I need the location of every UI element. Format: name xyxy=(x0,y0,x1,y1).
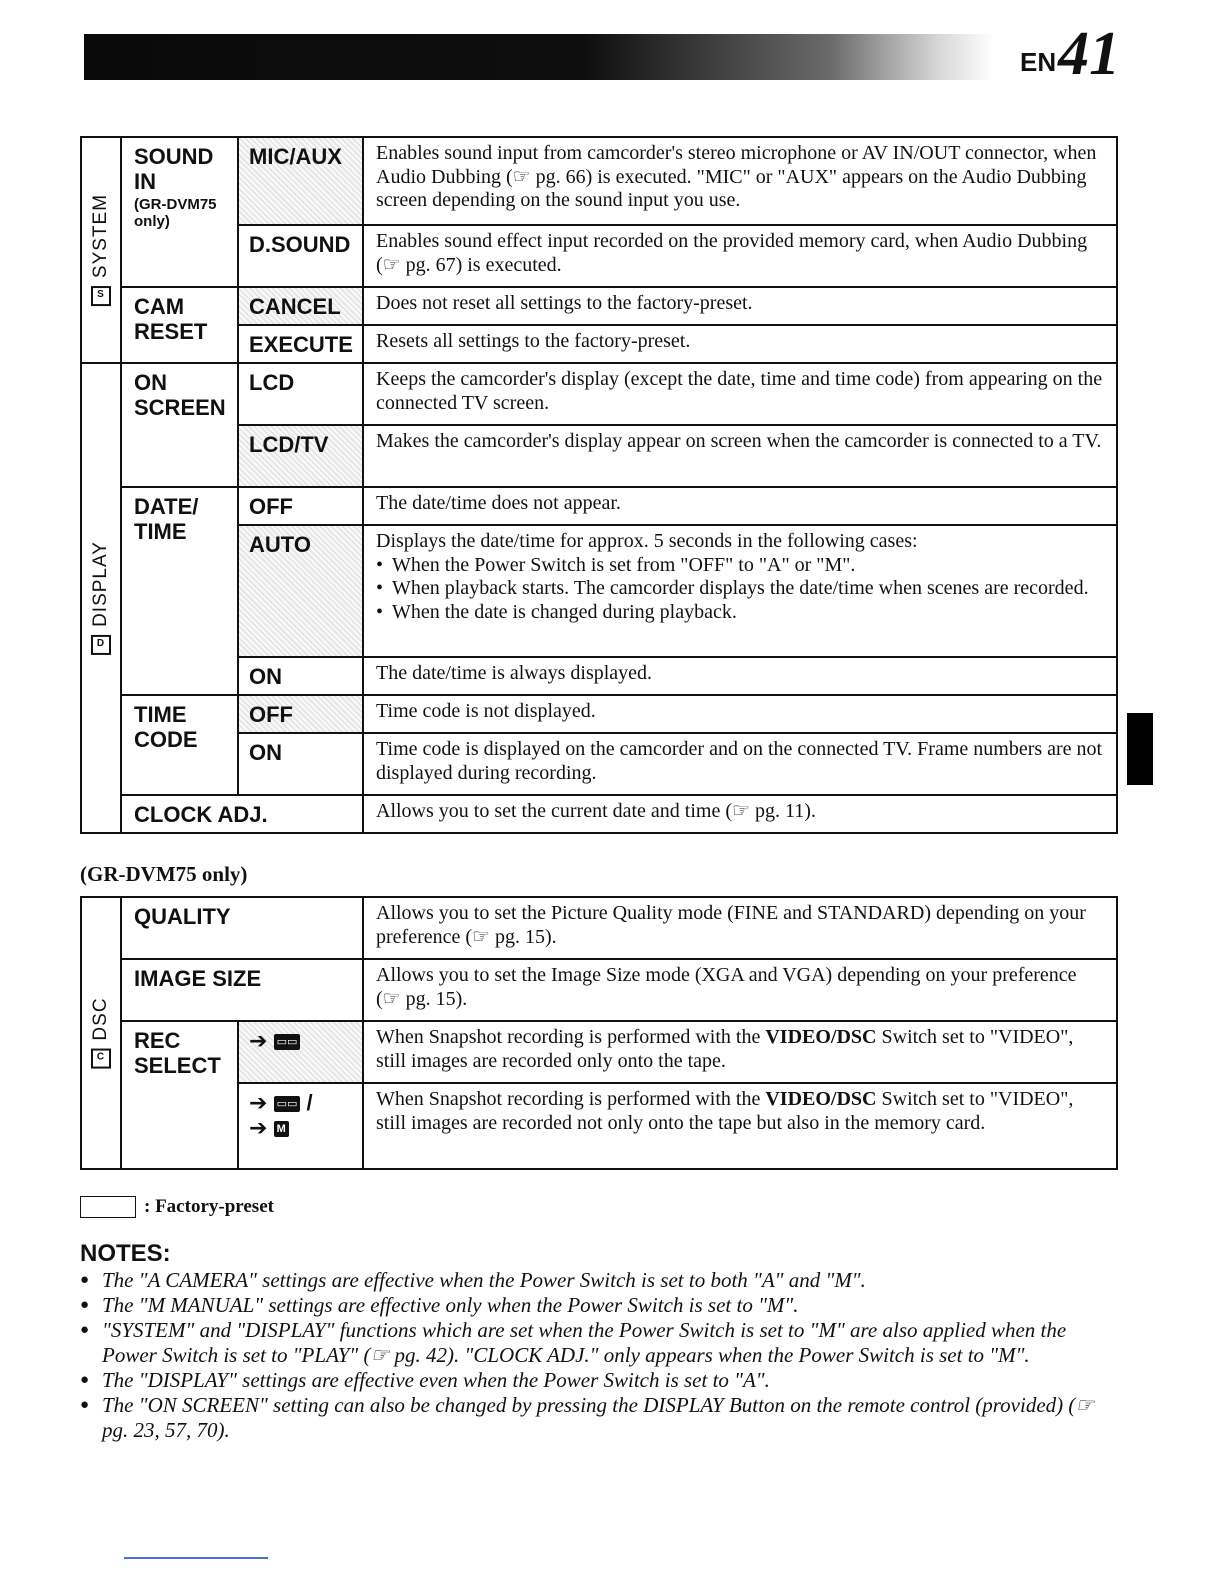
description: Keeps the camcorder's display (except the date, time and time code) from appearing on the connected TV screen. xyxy=(363,363,1117,425)
section-thumb-tab xyxy=(1127,713,1153,785)
option-on: ON xyxy=(238,733,363,795)
tape-icon: ▭▭ xyxy=(274,1096,301,1112)
cam-reset-item: CAM RESET xyxy=(121,287,238,363)
date-time-item: DATE/ TIME xyxy=(121,487,238,695)
list-item: ● The "M MANUAL" settings are effective only when the Power Switch is set to "M". xyxy=(80,1293,1120,1318)
description: Does not reset all settings to the factory-preset. xyxy=(363,287,1117,325)
system-display-table xyxy=(80,136,1118,834)
table-row xyxy=(81,795,1117,833)
description: Resets all settings to the factory-preset. xyxy=(363,325,1117,363)
description: Enables sound input from camcorder's stereo microphone or AV IN/OUT connector, when Audio Dubbing (☞ pg. 66) is executed. "MIC" or "AUX" appears on the Audio Dubbing screen depending on the sound input you use. xyxy=(363,137,1117,225)
clock-adj-item: CLOCK ADJ. xyxy=(121,795,363,833)
dsc-icon: C xyxy=(91,1049,111,1069)
tape-icon: ▭▭ xyxy=(274,1034,301,1050)
description: When Snapshot recording is performed with the VIDEO/DSC Switch set to "VIDEO", still images are recorded only onto the tape. xyxy=(363,1021,1117,1083)
description: Displays the date/time for approx. 5 seconds in the following cases: • When the Power Switch is set from "OFF" to "A" or "M". • When playback starts. The camcorder displays the date/time when scenes are recorded. • When the date is changed during playback. xyxy=(363,525,1117,657)
dsc-category-label: DSC xyxy=(90,997,111,1041)
description: Allows you to set the Image Size mode (XGA and VGA) depending on your preference (☞ pg. 15). xyxy=(363,959,1117,1021)
option-off: OFF xyxy=(238,695,363,733)
option-lcd-tv: LCD/TV xyxy=(238,425,363,487)
table-row xyxy=(81,137,1117,225)
option-d-sound: D.SOUND xyxy=(238,225,363,287)
list-item: ● The "DISPLAY" settings are effective even when the Power Switch is set to "A". xyxy=(80,1368,1120,1393)
description: Allows you to set the current date and time (☞ pg. 11). xyxy=(363,795,1117,833)
notes-title: NOTES: xyxy=(80,1240,171,1267)
option-execute: EXECUTE xyxy=(238,325,363,363)
table-row xyxy=(81,897,1117,959)
description: Allows you to set the Picture Quality mode (FINE and STANDARD) depending on your preference (☞ pg. 15). xyxy=(363,897,1117,959)
option-tape-only xyxy=(238,1021,363,1083)
auto-cases-list xyxy=(376,554,1104,625)
table-row xyxy=(81,487,1117,525)
rec-select-item: REC SELECT xyxy=(121,1021,238,1169)
description: When Snapshot recording is performed with the VIDEO/DSC Switch set to "VIDEO", still images are recorded not only onto the tape but also in the memory card. xyxy=(363,1083,1117,1169)
arrow-right-icon: ➔ xyxy=(249,1028,268,1053)
list-item: • When the Power Switch is set from "OFF" to "A" or "M". xyxy=(376,554,1104,578)
option-auto: AUTO xyxy=(238,525,363,657)
on-screen-item: ON SCREEN xyxy=(121,363,238,487)
notes-list xyxy=(80,1268,1120,1443)
footer-rule xyxy=(124,1557,268,1559)
model-note: (GR-DVM75 only) xyxy=(134,196,217,230)
table-row xyxy=(81,363,1117,425)
option-tape-and-card: ➔ ▭▭ / ➔ M xyxy=(238,1083,363,1169)
dsc-section-label: (GR-DVM75 only) xyxy=(80,862,248,886)
list-item: ● The "A CAMERA" settings are effective when the Power Switch is set to both "A" and "M". xyxy=(80,1268,1120,1293)
sound-in-item: SOUND IN (GR-DVM75 only) xyxy=(121,137,238,287)
display-category-cell xyxy=(81,363,121,833)
legend-text: : Factory-preset xyxy=(144,1196,274,1217)
option-off: OFF xyxy=(238,487,363,525)
option-cancel: CANCEL xyxy=(238,287,363,325)
list-item: ● The "ON SCREEN" setting can also be changed by pressing the DISPLAY Button on the remote control (provided) (☞ pg. 23, 57, 70). xyxy=(80,1393,1120,1443)
list-item: • When playback starts. The camcorder displays the date/time when scenes are recorded. xyxy=(376,577,1104,601)
description: The date/time does not appear. xyxy=(363,487,1117,525)
table-row xyxy=(81,1021,1117,1083)
system-icon: S xyxy=(91,286,111,306)
factory-preset-legend xyxy=(80,1196,274,1218)
time-code-item: TIME CODE xyxy=(121,695,238,795)
table-row xyxy=(81,287,1117,325)
display-icon: D xyxy=(91,635,111,655)
dsc-category-cell xyxy=(81,897,121,1169)
quality-item: QUALITY xyxy=(121,897,363,959)
header-bar xyxy=(84,34,994,80)
description: Makes the camcorder's display appear on screen when the camcorder is connected to a TV. xyxy=(363,425,1117,487)
arrow-right-icon: ➔ xyxy=(249,1090,268,1115)
page-number-value: 41 xyxy=(1058,20,1121,88)
list-item: ● "SYSTEM" and "DISPLAY" functions which are set when the Power Switch is set to "M" are also applied when the Power Switch is set to "PLAY" (☞ pg. 42). "CLOCK ADJ." only appears when the Power Switch is set to "M". xyxy=(80,1318,1120,1368)
page-number xyxy=(1020,20,1121,88)
description: The date/time is always displayed. xyxy=(363,657,1117,695)
description: Time code is not displayed. xyxy=(363,695,1117,733)
list-item: • When the date is changed during playback. xyxy=(376,601,1104,625)
description: Time code is displayed on the camcorder and on the connected TV. Frame numbers are not displayed during recording. xyxy=(363,733,1117,795)
arrow-right-icon: ➔ xyxy=(249,1115,268,1140)
option-mic-aux: MIC/AUX xyxy=(238,137,363,225)
display-category-label: DISPLAY xyxy=(90,541,111,627)
image-size-item: IMAGE SIZE xyxy=(121,959,363,1021)
dsc-table xyxy=(80,896,1118,1170)
option-lcd: LCD xyxy=(238,363,363,425)
system-category-label: SYSTEM xyxy=(90,193,111,279)
table-row xyxy=(81,959,1117,1021)
memory-card-icon: M xyxy=(274,1121,289,1137)
option-on: ON xyxy=(238,657,363,695)
language-prefix: EN xyxy=(1020,47,1057,77)
system-category-cell xyxy=(81,137,121,363)
legend-swatch xyxy=(80,1196,136,1218)
description: Enables sound effect input recorded on the provided memory card, when Audio Dubbing (☞ pg. 67) is executed. xyxy=(363,225,1117,287)
table-row xyxy=(81,695,1117,733)
